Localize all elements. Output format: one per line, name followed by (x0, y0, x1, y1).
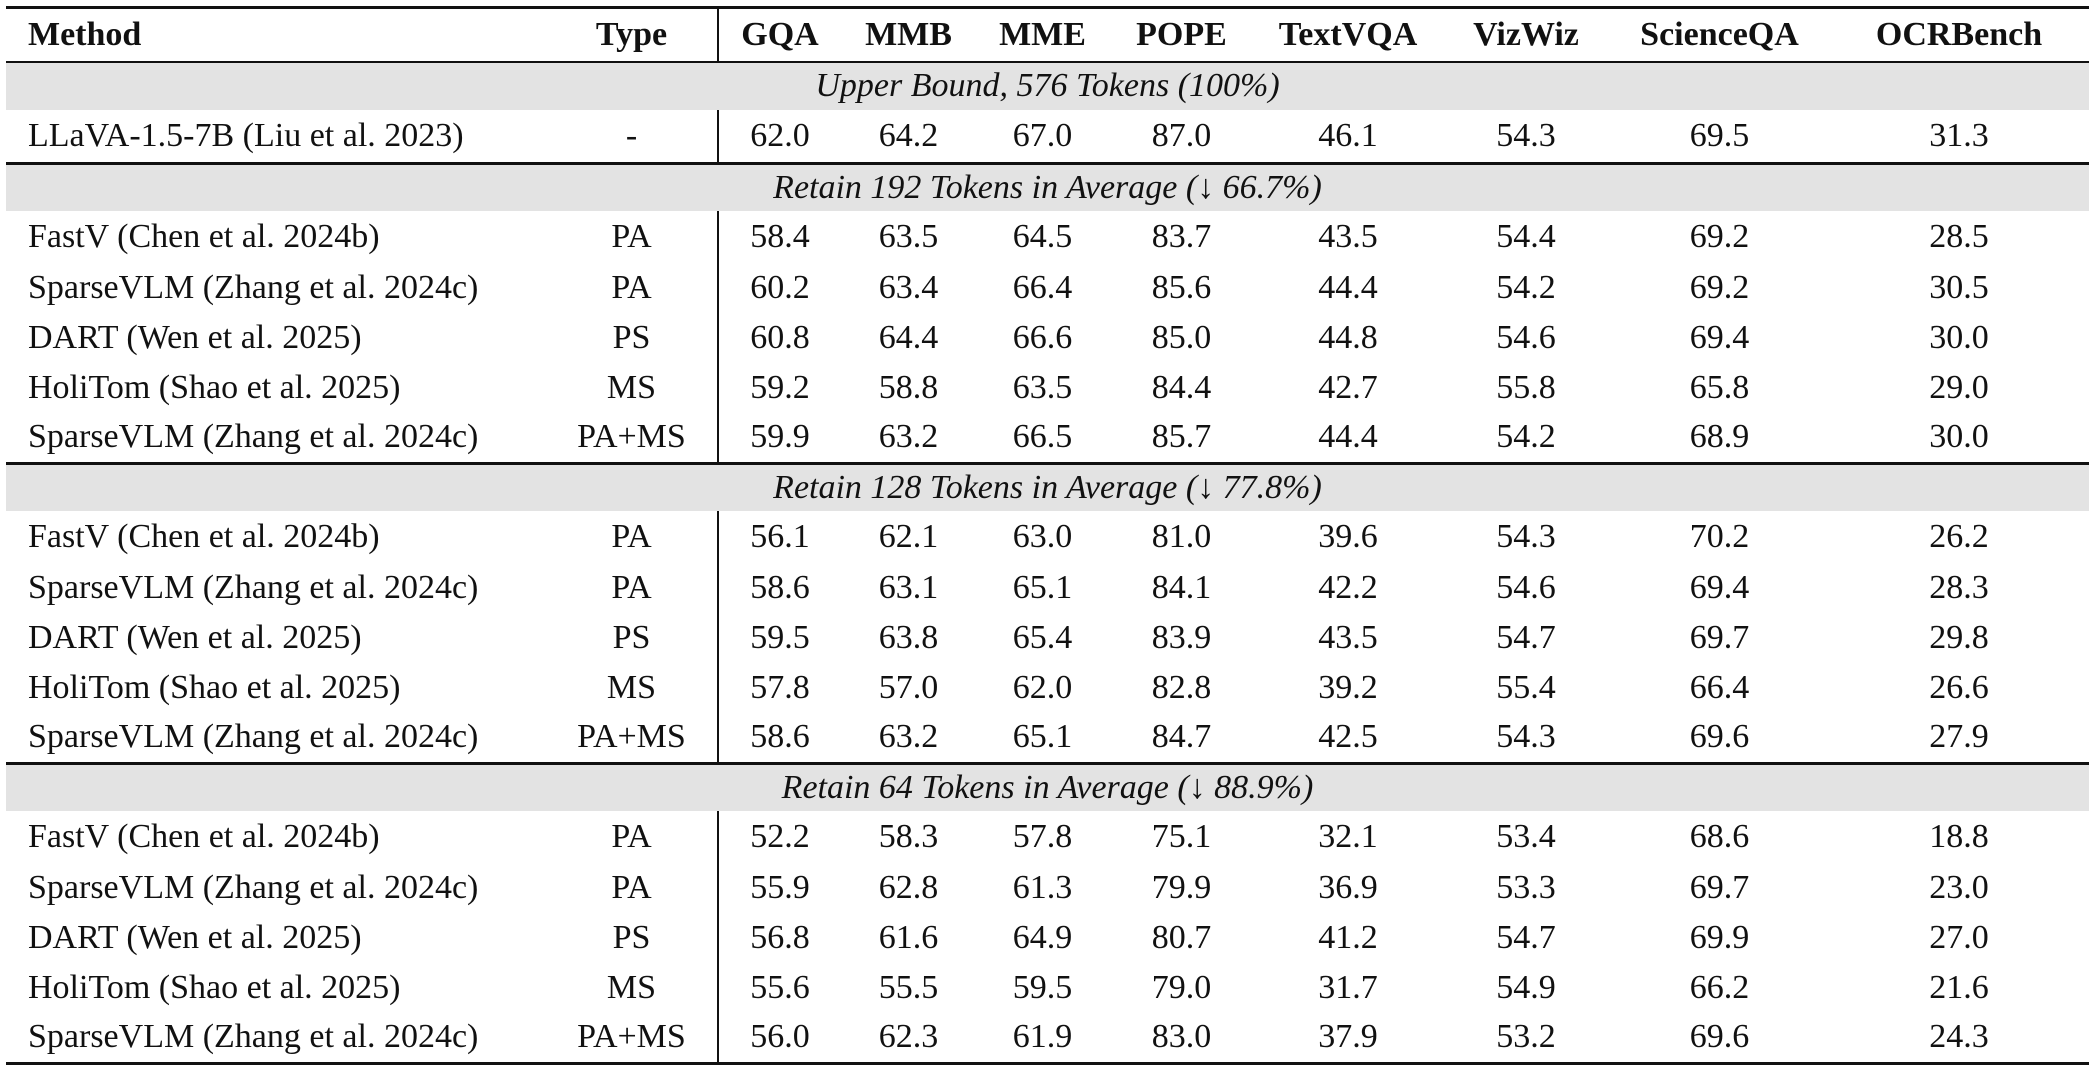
column-header-mme: MME (976, 8, 1109, 62)
scienceqa-value-cell: 68.9 (1689, 418, 1750, 456)
scienceqa-value-cell: 69.4 (1689, 319, 1750, 356)
table-header (6, 8, 2089, 62)
pope-value-cell: 79.9 (1151, 869, 1212, 906)
pope-value-cell: 83.9 (1151, 619, 1212, 656)
mme-value-cell: 67.0 (1012, 116, 1073, 154)
ocrbench-value-cell: 28.3 (1929, 569, 1989, 606)
type-cell: PA+MS (546, 1013, 718, 1063)
scienceqa-value-cell: 65.8 (1689, 369, 1750, 406)
table-row (6, 863, 2089, 913)
type-cell: PA+MS (577, 718, 686, 756)
column-header-ocrbench: OCRBench (1829, 8, 2089, 62)
method-cell: SparseVLM (Zhang et al. 2024c) (28, 569, 479, 606)
textvqa-value-cell: 37.9 (1254, 1013, 1442, 1063)
mme-value-cell: 62.0 (1012, 669, 1073, 706)
ocrbench-value-cell: 29.8 (1929, 619, 1989, 656)
mmb-value-cell: 63.1 (878, 569, 939, 606)
table-row (6, 363, 2089, 413)
ocrbench-value-cell: 18.8 (1929, 818, 1989, 855)
vizwiz-value-cell: 54.6 (1496, 569, 1556, 606)
type-cell: PS (612, 319, 651, 356)
section-title: Retain 128 Tokens in Average (↓ 77.8%) (6, 463, 2089, 511)
type-cell: PA+MS (577, 418, 686, 456)
vizwiz-value-cell: 54.3 (1496, 116, 1556, 154)
ocrbench-value-cell: 23.0 (1929, 869, 1989, 906)
vizwiz-value-cell: 54.3 (1496, 518, 1556, 555)
ocrbench-value-cell: 30.0 (1929, 319, 1989, 356)
scienceqa-value-cell: 69.2 (1689, 218, 1750, 255)
vizwiz-value-cell: 55.8 (1496, 369, 1556, 406)
textvqa-value-cell: 44.4 (1318, 418, 1378, 456)
textvqa-value-cell: 42.7 (1318, 369, 1378, 406)
ocrbench-value-cell: 31.3 (1929, 116, 1989, 154)
mmb-value-cell: 58.3 (878, 818, 939, 855)
ocrbench-value-cell: 26.2 (1929, 518, 1989, 555)
ocrbench-value-cell: 28.5 (1929, 218, 1989, 255)
table-row (6, 263, 2089, 313)
section-title: Retain 192 Tokens in Average (↓ 66.7%) (6, 163, 2089, 211)
mmb-value-cell: 64.2 (878, 116, 939, 154)
type-cell: PA (611, 518, 652, 555)
gqa-value-cell: 57.8 (718, 663, 841, 713)
ocrbench-value-cell: 24.3 (1829, 1013, 2089, 1063)
textvqa-value-cell: 43.5 (1318, 619, 1378, 656)
type-cell: MS (606, 669, 657, 706)
vizwiz-value-cell: 54.7 (1496, 919, 1556, 956)
mmb-value-cell: 63.2 (878, 418, 939, 456)
gqa-value-cell: 58.6 (718, 563, 841, 613)
gqa-value-cell: 52.2 (718, 811, 841, 863)
header-row (6, 8, 2089, 62)
mmb-value-cell: 55.5 (878, 969, 939, 1006)
pope-value-cell: 83.7 (1151, 218, 1212, 255)
method-cell: SparseVLM (Zhang et al. 2024c) (28, 269, 479, 306)
vizwiz-value-cell: 53.3 (1496, 869, 1556, 906)
type-cell: PA (611, 869, 652, 906)
section-header-row (6, 463, 2089, 511)
column-header-type: Type (546, 8, 718, 62)
table-row (6, 110, 2089, 164)
scienceqa-value-cell: 66.2 (1689, 969, 1750, 1006)
vizwiz-value-cell: 54.2 (1496, 418, 1556, 456)
scienceqa-value-cell: 69.7 (1689, 869, 1750, 906)
type-cell: - (625, 116, 638, 154)
type-cell: PA (611, 218, 652, 255)
column-header-pope: POPE (1109, 8, 1254, 62)
mme-value-cell: 66.4 (1012, 269, 1073, 306)
gqa-value-cell: 58.6 (718, 713, 841, 763)
mmb-value-cell: 62.1 (878, 518, 939, 555)
mme-value-cell: 66.6 (1012, 319, 1073, 356)
textvqa-value-cell: 31.7 (1318, 969, 1378, 1006)
vizwiz-value-cell: 53.4 (1496, 818, 1556, 855)
ocrbench-value-cell: 21.6 (1929, 969, 1989, 1006)
mmb-value-cell: 61.6 (878, 919, 939, 956)
vizwiz-value-cell: 54.6 (1496, 319, 1556, 356)
mme-value-cell: 64.9 (1012, 919, 1073, 956)
table-row (6, 211, 2089, 263)
method-cell: SparseVLM (Zhang et al. 2024c) (6, 1013, 546, 1063)
textvqa-value-cell: 32.1 (1318, 818, 1378, 855)
method-cell: SparseVLM (Zhang et al. 2024c) (28, 869, 479, 906)
table-row (6, 413, 2089, 463)
scienceqa-value-cell: 69.9 (1689, 919, 1750, 956)
section-title: Upper Bound, 576 Tokens (100%) (6, 62, 2089, 110)
pope-value-cell: 84.4 (1151, 369, 1212, 406)
mmb-value-cell: 62.3 (841, 1013, 976, 1063)
mme-value-cell: 57.8 (1012, 818, 1073, 855)
scienceqa-value-cell: 69.7 (1689, 619, 1750, 656)
ocrbench-value-cell: 30.5 (1929, 269, 1989, 306)
table-row (6, 963, 2089, 1013)
textvqa-value-cell: 42.5 (1318, 718, 1378, 756)
type-cell: PA (611, 818, 652, 855)
method-cell: DART (Wen et al. 2025) (28, 919, 362, 956)
mmb-value-cell: 63.8 (878, 619, 939, 656)
scienceqa-value-cell: 68.6 (1689, 818, 1750, 855)
textvqa-value-cell: 44.8 (1318, 319, 1378, 356)
column-header-method: Method (6, 8, 546, 62)
scienceqa-value-cell: 69.5 (1689, 116, 1750, 154)
mmb-value-cell: 64.4 (878, 319, 939, 356)
scienceqa-value-cell: 66.4 (1689, 669, 1750, 706)
mme-value-cell: 61.9 (976, 1013, 1109, 1063)
textvqa-value-cell: 44.4 (1318, 269, 1378, 306)
mme-value-cell: 66.5 (1012, 418, 1073, 456)
mme-value-cell: 63.0 (1012, 518, 1073, 555)
gqa-value-cell: 55.6 (718, 963, 841, 1013)
table-row (6, 563, 2089, 613)
type-cell: PA (611, 269, 652, 306)
gqa-value-cell: 59.9 (718, 413, 841, 463)
ocrbench-value-cell: 27.9 (1929, 718, 1989, 756)
mme-value-cell: 65.4 (1012, 619, 1073, 656)
column-header-mmb: MMB (841, 8, 976, 62)
mme-value-cell: 59.5 (1012, 969, 1073, 1006)
scienceqa-value-cell: 69.6 (1610, 1013, 1829, 1063)
method-cell: FastV (Chen et al. 2024b) (28, 218, 380, 255)
table-row (6, 663, 2089, 713)
method-cell: LLaVA-1.5-7B (Liu et al. 2023) (28, 116, 464, 154)
section-header-row (6, 163, 2089, 211)
pope-value-cell: 85.7 (1151, 418, 1212, 456)
section-header-row (6, 763, 2089, 811)
vizwiz-value-cell: 54.7 (1496, 619, 1556, 656)
gqa-value-cell: 58.4 (718, 211, 841, 263)
textvqa-value-cell: 46.1 (1318, 116, 1378, 154)
gqa-value-cell: 60.2 (718, 263, 841, 313)
results-table (6, 6, 2089, 1065)
gqa-value-cell: 62.0 (718, 110, 841, 164)
mmb-value-cell: 63.5 (878, 218, 939, 255)
textvqa-value-cell: 41.2 (1318, 919, 1378, 956)
column-header-textvqa: TextVQA (1254, 8, 1442, 62)
pope-value-cell: 80.7 (1151, 919, 1212, 956)
pope-value-cell: 82.8 (1151, 669, 1212, 706)
scienceqa-value-cell: 69.6 (1689, 718, 1750, 756)
column-header-gqa: GQA (718, 8, 841, 62)
mmb-value-cell: 63.2 (878, 718, 939, 756)
table-row (6, 913, 2089, 963)
method-cell: FastV (Chen et al. 2024b) (28, 818, 380, 855)
gqa-value-cell: 56.0 (718, 1013, 841, 1063)
pope-value-cell: 84.7 (1151, 718, 1212, 756)
type-cell: PS (612, 619, 651, 656)
method-cell: DART (Wen et al. 2025) (28, 619, 362, 656)
method-cell: HoliTom (Shao et al. 2025) (28, 369, 401, 406)
textvqa-value-cell: 39.6 (1318, 518, 1378, 555)
table-row (6, 1013, 2089, 1063)
method-cell: DART (Wen et al. 2025) (28, 319, 362, 356)
vizwiz-value-cell: 54.3 (1496, 718, 1556, 756)
table-row (6, 511, 2089, 563)
textvqa-value-cell: 43.5 (1318, 218, 1378, 255)
textvqa-value-cell: 39.2 (1318, 669, 1378, 706)
table-row (6, 713, 2089, 763)
ocrbench-value-cell: 26.6 (1929, 669, 1989, 706)
scienceqa-value-cell: 69.4 (1689, 569, 1750, 606)
results-table-container (6, 6, 2089, 1065)
type-cell: PA (611, 569, 652, 606)
vizwiz-value-cell: 54.4 (1496, 218, 1556, 255)
pope-value-cell: 75.1 (1151, 818, 1212, 855)
textvqa-value-cell: 42.2 (1318, 569, 1378, 606)
textvqa-value-cell: 36.9 (1318, 869, 1378, 906)
vizwiz-value-cell: 55.4 (1496, 669, 1556, 706)
section-header-row (6, 62, 2089, 110)
pope-value-cell: 85.0 (1151, 319, 1212, 356)
mme-value-cell: 65.1 (1012, 718, 1073, 756)
ocrbench-value-cell: 29.0 (1929, 369, 1989, 406)
mme-value-cell: 65.1 (1012, 569, 1073, 606)
pope-value-cell: 79.0 (1151, 969, 1212, 1006)
scienceqa-value-cell: 69.2 (1689, 269, 1750, 306)
mmb-value-cell: 57.0 (878, 669, 939, 706)
pope-value-cell: 87.0 (1151, 116, 1212, 154)
mmb-value-cell: 63.4 (878, 269, 939, 306)
mme-value-cell: 61.3 (1012, 869, 1073, 906)
table-row (6, 313, 2089, 363)
column-header-vizwiz: VizWiz (1442, 8, 1610, 62)
mme-value-cell: 63.5 (1012, 369, 1073, 406)
pope-value-cell: 83.0 (1109, 1013, 1254, 1063)
ocrbench-value-cell: 27.0 (1929, 919, 1989, 956)
table-row (6, 613, 2089, 663)
type-cell: MS (606, 969, 657, 1006)
method-cell: HoliTom (Shao et al. 2025) (28, 969, 401, 1006)
type-cell: PS (612, 919, 651, 956)
vizwiz-value-cell: 53.2 (1442, 1013, 1610, 1063)
vizwiz-value-cell: 54.2 (1496, 269, 1556, 306)
method-cell: FastV (Chen et al. 2024b) (28, 518, 380, 555)
ocrbench-value-cell: 30.0 (1929, 418, 1989, 456)
method-cell: HoliTom (Shao et al. 2025) (28, 669, 401, 706)
scienceqa-value-cell: 70.2 (1689, 518, 1750, 555)
gqa-value-cell: 56.1 (718, 511, 841, 563)
method-cell: SparseVLM (Zhang et al. 2024c) (28, 418, 479, 456)
type-cell: MS (606, 369, 657, 406)
column-header-scienceqa: ScienceQA (1610, 8, 1829, 62)
gqa-value-cell: 59.5 (718, 613, 841, 663)
section-title: Retain 64 Tokens in Average (↓ 88.9%) (6, 763, 2089, 811)
gqa-value-cell: 59.2 (718, 363, 841, 413)
pope-value-cell: 85.6 (1151, 269, 1212, 306)
mme-value-cell: 64.5 (1012, 218, 1073, 255)
gqa-value-cell: 56.8 (718, 913, 841, 963)
table-row (6, 811, 2089, 863)
vizwiz-value-cell: 54.9 (1496, 969, 1556, 1006)
pope-value-cell: 81.0 (1151, 518, 1212, 555)
mmb-value-cell: 58.8 (878, 369, 939, 406)
mmb-value-cell: 62.8 (878, 869, 939, 906)
method-cell: SparseVLM (Zhang et al. 2024c) (28, 718, 479, 756)
table-body (6, 62, 2089, 1064)
pope-value-cell: 84.1 (1151, 569, 1212, 606)
gqa-value-cell: 55.9 (718, 863, 841, 913)
gqa-value-cell: 60.8 (718, 313, 841, 363)
